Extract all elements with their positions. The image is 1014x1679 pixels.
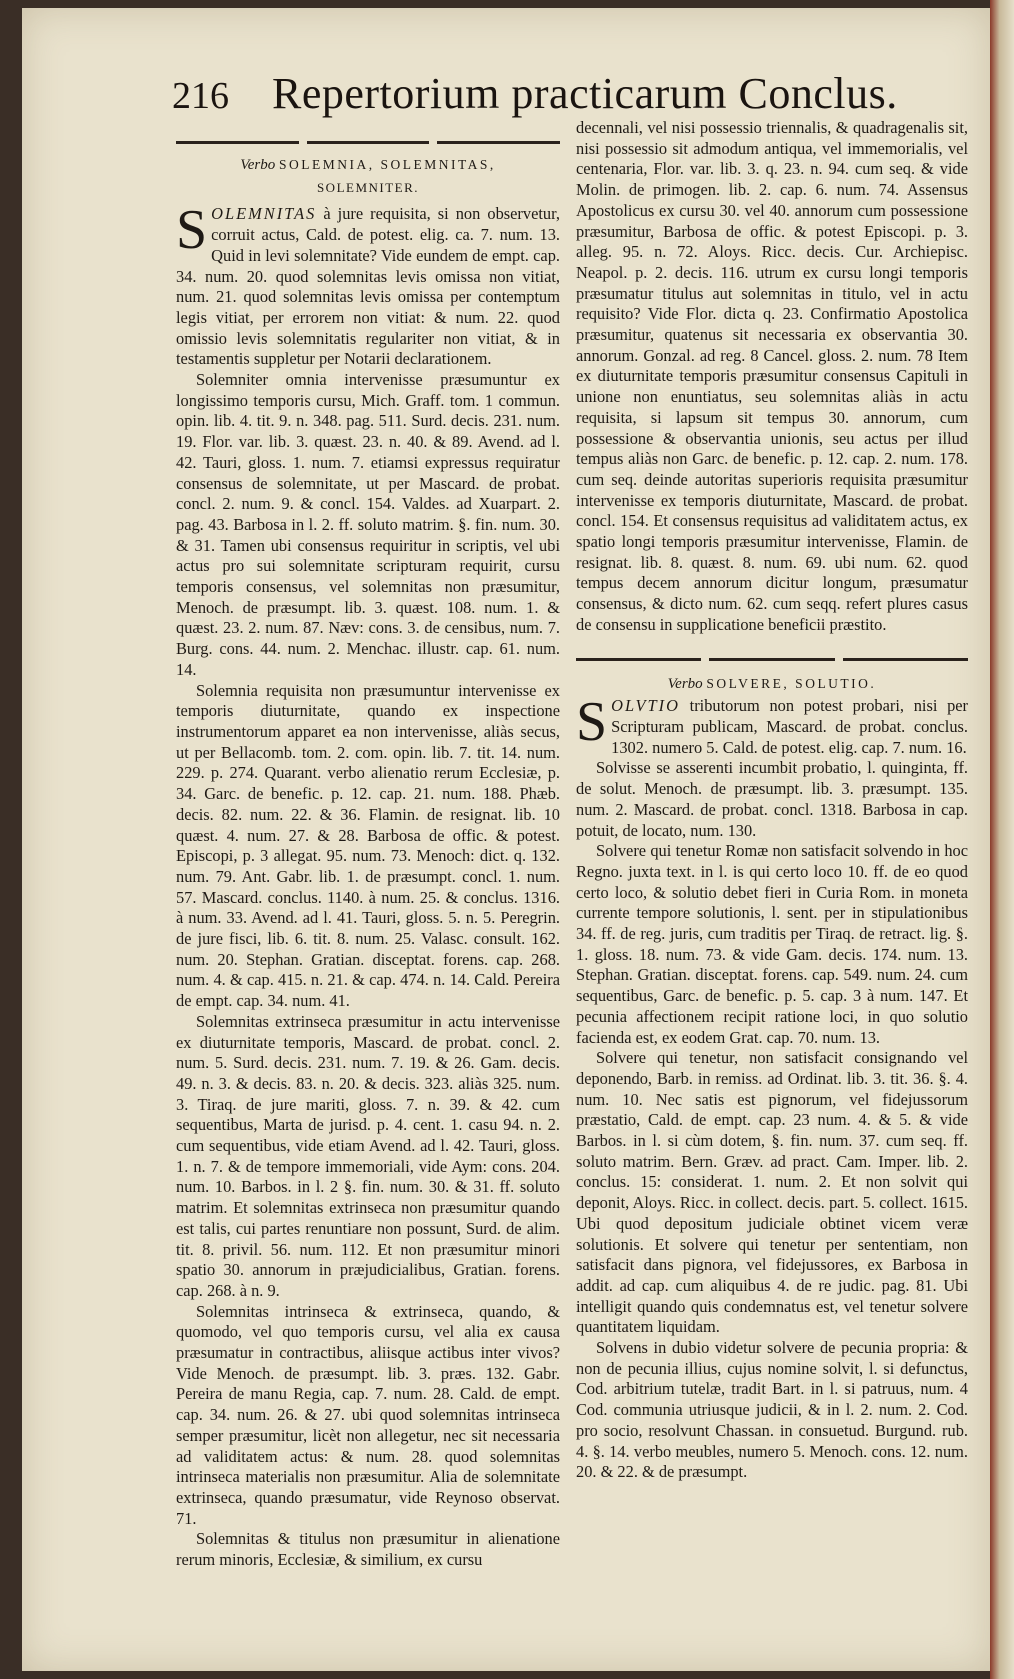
paragraph bbox=[576, 691, 968, 758]
drop-cap: S bbox=[576, 691, 608, 754]
paragraph: Solvere qui tenetur, non satisfacit consignando vel deponendo, Barb. in remiss. ad Ordinat. lib. 3. tit. 36. §. 4. num. 10. Nec satis est pignorum, vel fidejussorum præstatio, Cald. de empt. cap. 23 num. 4. & 5. & vide Barbos. in l. si cùm dotem, §. fin. num. 37. cum seq. ff. soluto matrim. Bern. Græv. ad pract. Cam. Imper. lib. 2. conclus. 15: considerat. 1. num. 2. Et non solvit qui deponit, Aloys. Ricc. in collect. decis. part. 5. collect. 1615. Ubi quod depositum judiciale obtinet vicem veræ solutionis. Et solvere qui tenetur per sententiam, non satisfacit dans pignora, vel fidejussores, ex Barbosa in addit. ad cap. cum aliquibus 4. de re judic. pag. 81. Ubi intelligit quando quis condemnatus est, vel tenetur solvere quantitatem liquidam. bbox=[576, 1048, 968, 1337]
first-word: OLVTIO bbox=[611, 696, 680, 716]
header-rule bbox=[176, 141, 560, 145]
paragraph: Solvisse se asserenti incumbit probatio, l. quinginta, ff. de solut. Menoch. de præsumpt. lib. 3. præsumpt. 135. num. 2. Mascard. de probat. concl. 1318. Barbosa in cap. potuit, de locato, num. 130. bbox=[576, 758, 968, 840]
section-heading bbox=[576, 674, 968, 695]
paragraph-text: tributorum non potest probari, nisi per Scripturam publicam, Mascard. de probat. conclus. 1302. numero 5. Cald. de potest. elig. cap. 7. num. 16. bbox=[611, 696, 968, 757]
paragraph: Solvens in dubio videtur solvere de pecunia propria: & non de pecunia illius, cujus nomine solvit, l. si defunctus, Cod. arbitrium tutelæ, tradit Bart. in l. si patruus, num. 4 Cod. communia utriusque judicii, & in l. 2. num. 2. Cod. pro socio, resolvunt Chassan. in consuetud. Burgund. rub. 4. §. 14. verbo meubles, numero 5. Menoch. cons. 12. num. 20. & 22. & de præsumpt. bbox=[576, 1338, 968, 1482]
paragraph: Solemnia requisita non præsumuntur intervenisse ex temporis diuturnitate, quando ex inspectione instrumentorum apparet ea non intervenisse, aliàs secus, ut per Bellacomb. tom. 2. com. opin. lib. 7. tit. 14. num. 229. p. 274. Quarant. verbo alienatio rerum Ecclesiæ, p. 34. Garc. de benefic. p. 12. cap. 21. num. 188. Phæb. decis. 82. num. 22. & 36. Flamin. de resignat. lib. 10 quæst. 4. num. 27. & 28. Barbosa de offic. & potest. Episcopi, p. 3 allegat. 95. num. 73. Menoch: dict. q. 132. num. 79. Ant. Gabr. lib. 1. de præsumpt. concl. 1. num. 57. Mascard. conclus. 1140. à num. 25. & conclus. 1316. à num. 33. Avend. ad l. 41. Tauri, gloss. 5. n. 5. Peregrin. de jure fisci, lib. 6. tit. 8. num. 25. Valasc. consult. 162. num. 20. Stephan. Gratian. disceptat. forens. cap. 268. num. 4. & cap. 415. n. 21. & cap. 474. n. 14. Cald. Pereira de empt. cap. 34. num. 41. bbox=[176, 680, 560, 1011]
paragraph: Solemnitas extrinseca præsumitur in actu intervenisse ex diuturnitate temporis, Mascard. de probat. concl. 2. num. 5. Surd. decis. 231. num. 7. 19. & 26. Gam. decis. 49. n. 3. & decis. 83. n. 20. & decis. 323. aliàs 325. num. 3. Tiraq. de jure mariti, gloss. 7. n. 39. & 42. cum sequentibus, Marta de jurisd. p. 4. cent. 1. casu 94. n. 2. cum sequentibus, vide etiam Avend. ad l. 42. Tauri, gloss. 1. n. 7. & de tempore immemoriali, vide Aym: cons. 204. num. 10. Barbos. in l. 2 §. fin. num. 30. & 31. ff. soluto matrim. Et solemnitas extrinseca non præsumitur quando est talis, cui partes renuntiare non possunt, Surd. de alim. tit. 8. privil. 56. num. 112. Et non præsumitur minori spatio 30. annorum in præjudicialibus, Gratian. forens. cap. 268. à n. 9. bbox=[176, 1011, 560, 1300]
page-number: 216 bbox=[172, 75, 229, 117]
drop-cap: S bbox=[176, 199, 208, 262]
section-heading-line2: SOLEMNITER. bbox=[316, 179, 420, 195]
continuation-paragraph: decennali, vel nisi possessio triennalis, & quadragenalis sit, nisi possessio sit admodum antiqua, vel immemorialis, vel centenaria, Flor. var. lib. 3. q. 23. n. 94. cum seq. & vide Molin. de primogen. lib. 2. cap. 6. num. 74. Assensus Apostolicus ex cursu 30. vel 40. annorum cum possessione præsumitur, Barbosa de offic. & potest Episcopi. p. 3. alleg. 95. n. 72. Aloys. Ricc. decis. Cur. Archiepisc. Neapol. p. 2. decis. 116. utrum ex cursu longi temporis præsumatur titulus aut solemnitas in titulo, vel in actu requisito? Vide Flor. dicta q. 23. Confirmatio Apostolica præsumitur, quatenus sit necessaria ex observantia 30. annorum. Gonzal. ad reg. 8 Cancel. gloss. 2. num. 78 Item ex diuturnitate temporis præsumitur consensus Capituli in unione non enuntiatus, seu solemnitas aliàs in actu requisita, si lapsum sit tempus 30. annorum, cum possessione & observantia unionis, seu actus per illud tempus aliàs non Garc. de benefic. p. 12. cap. 2. num. 178. cum seq. deinde autoritas superioris requisita præsumitur intervenisse ex temporis diuturnitate, Mascard. de probat. concl. 154. Et consensus requisitus ad validitatem actus, ex spatio longi temporis præsumitur intervenisse, Flamin. de resignat. lib. 8. quæst. 8. num. 69. ubi num. 62. quod tempus decem annorum dicitur longum, præsumatur consensus, & dicto num. 62. cum seqq. refert plures casus de consensu in supplicatione beneficii præstito. bbox=[576, 118, 968, 634]
first-word: OLEMNITAS bbox=[211, 204, 317, 224]
page-header bbox=[146, 62, 906, 122]
heading-words: SOLVERE, SOLUTIO. bbox=[706, 675, 877, 691]
page-edge bbox=[990, 0, 1014, 1679]
paragraph-text: à jure requisita, si non observetur, corruit actus, Cald. de potest. elig. ca. 7. num. 13. Quid in levi solemnitate? Vide eundem de empt. cap. 34. num. 20. quod solemnitas levis omissa non vitiat, num. 21. quod solemnitas levis omissa per contemptum legis vitiat, per errorem non vitiat: & num. 22. quod omissio levis solemnitatis regulariter non vitiat, & in testamentis suppletur per Notarii declarationem. bbox=[176, 204, 560, 369]
section-heading bbox=[176, 155, 560, 176]
heading-words: SOLEMNIA, SOLEMNITAS, bbox=[278, 157, 496, 172]
paragraph: Solemniter omnia intervenisse præsumuntur ex longissimo temporis cursu, Mich. Graff. tom. 1 commun. opin. lib. 4. tit. 9. n. 348. pag. 511. Surd. decis. 231. num. 19. Flor. var. lib. 3. quæst. 23. n. 40. & 89. Avend. ad l. 42. Tauri, gloss. 1. num. 7. etiamsi expressus requiratur consensus de solemnitate, ut per Mascard. de probat. concl. 2. num. 9. & concl. 154. Valdes. ad Xuarpart. 2. pag. 43. Barbosa in l. 2. ff. soluto matrim. §. fin. num. 30. & 31. Tamen ubi consensus requiritur in scriptis, vel ubi actus pro sui solemnitate scripturam requirit, cursu temporis consensus, vel solemnitas non præsumitur, Menoch. de præsumpt. lib. 3. quæst. 108. num. 1. & quæst. 23. 2. num. 87. Næv: cons. 3. de censibus, num. 7. Burg. cons. 44. num. 2. Menchac. illustr. cap. 61. num. 14. bbox=[176, 370, 560, 679]
right-column bbox=[576, 118, 968, 1483]
paragraph: Solemnitas intrinseca & extrinseca, quando, & quomodo, vel quo temporis cursu, vel alia ex causa præsumatur in contractibus, aliisque actibus inter vivos? Vide Menoch. de præsumpt. lib. 3. præs. 132. Gabr. Pereira de manu Regia, cap. 7. num. 28. Cald. de empt. cap. 34. num. 26. & 27. ubi quod solemnitas intrinseca semper præsumitur, licèt non allegetur, nec sit necessaria ad validitatem actus: & num. 28. quod solemnitas intrinseca materialis non præsumitur. Alia de solemnitate extrinseca, quando præsumatur, vide Reynoso observat. 71. bbox=[176, 1301, 560, 1528]
heading-prefix: Verbo bbox=[240, 157, 276, 173]
running-title: Repertorium practicarum Conclus. bbox=[272, 69, 898, 118]
section-solvere bbox=[576, 658, 968, 1483]
section-rule bbox=[576, 658, 968, 662]
paragraph bbox=[176, 199, 560, 370]
heading-prefix: Verbo bbox=[667, 675, 703, 692]
left-column bbox=[176, 118, 560, 1571]
paragraph: Solvere qui tenetur Romæ non satisfacit solvendo in hoc Regno. juxta text. in l. is qui certo loco 10. ff. de eo quod certo loco, & solutio debet fieri in Curia Rom. in moneta currente tempore solutionis, l. sent. per in stipulationibus 34. ff. de reg. juris, cum traditis per Tiraq. de retract. lig. §. 1. gloss. 18. num. 73. & vide Gam. decis. 174. num. 13. Stephan. Gratian. disceptat. forens. cap. 549. num. 24. cum sequentibus, Garc. de benefic. p. 5. cap. 3 à num. 147. Et pecunia affectionem recipit ratione loci, in quo solutio facienda est, ex eodem Grat. cap. 70. num. 13. bbox=[576, 841, 968, 1047]
paragraph: Solemnitas & titulus non præsumitur in alienatione rerum minoris, Ecclesiæ, & similium, ex cursu bbox=[176, 1529, 560, 1570]
